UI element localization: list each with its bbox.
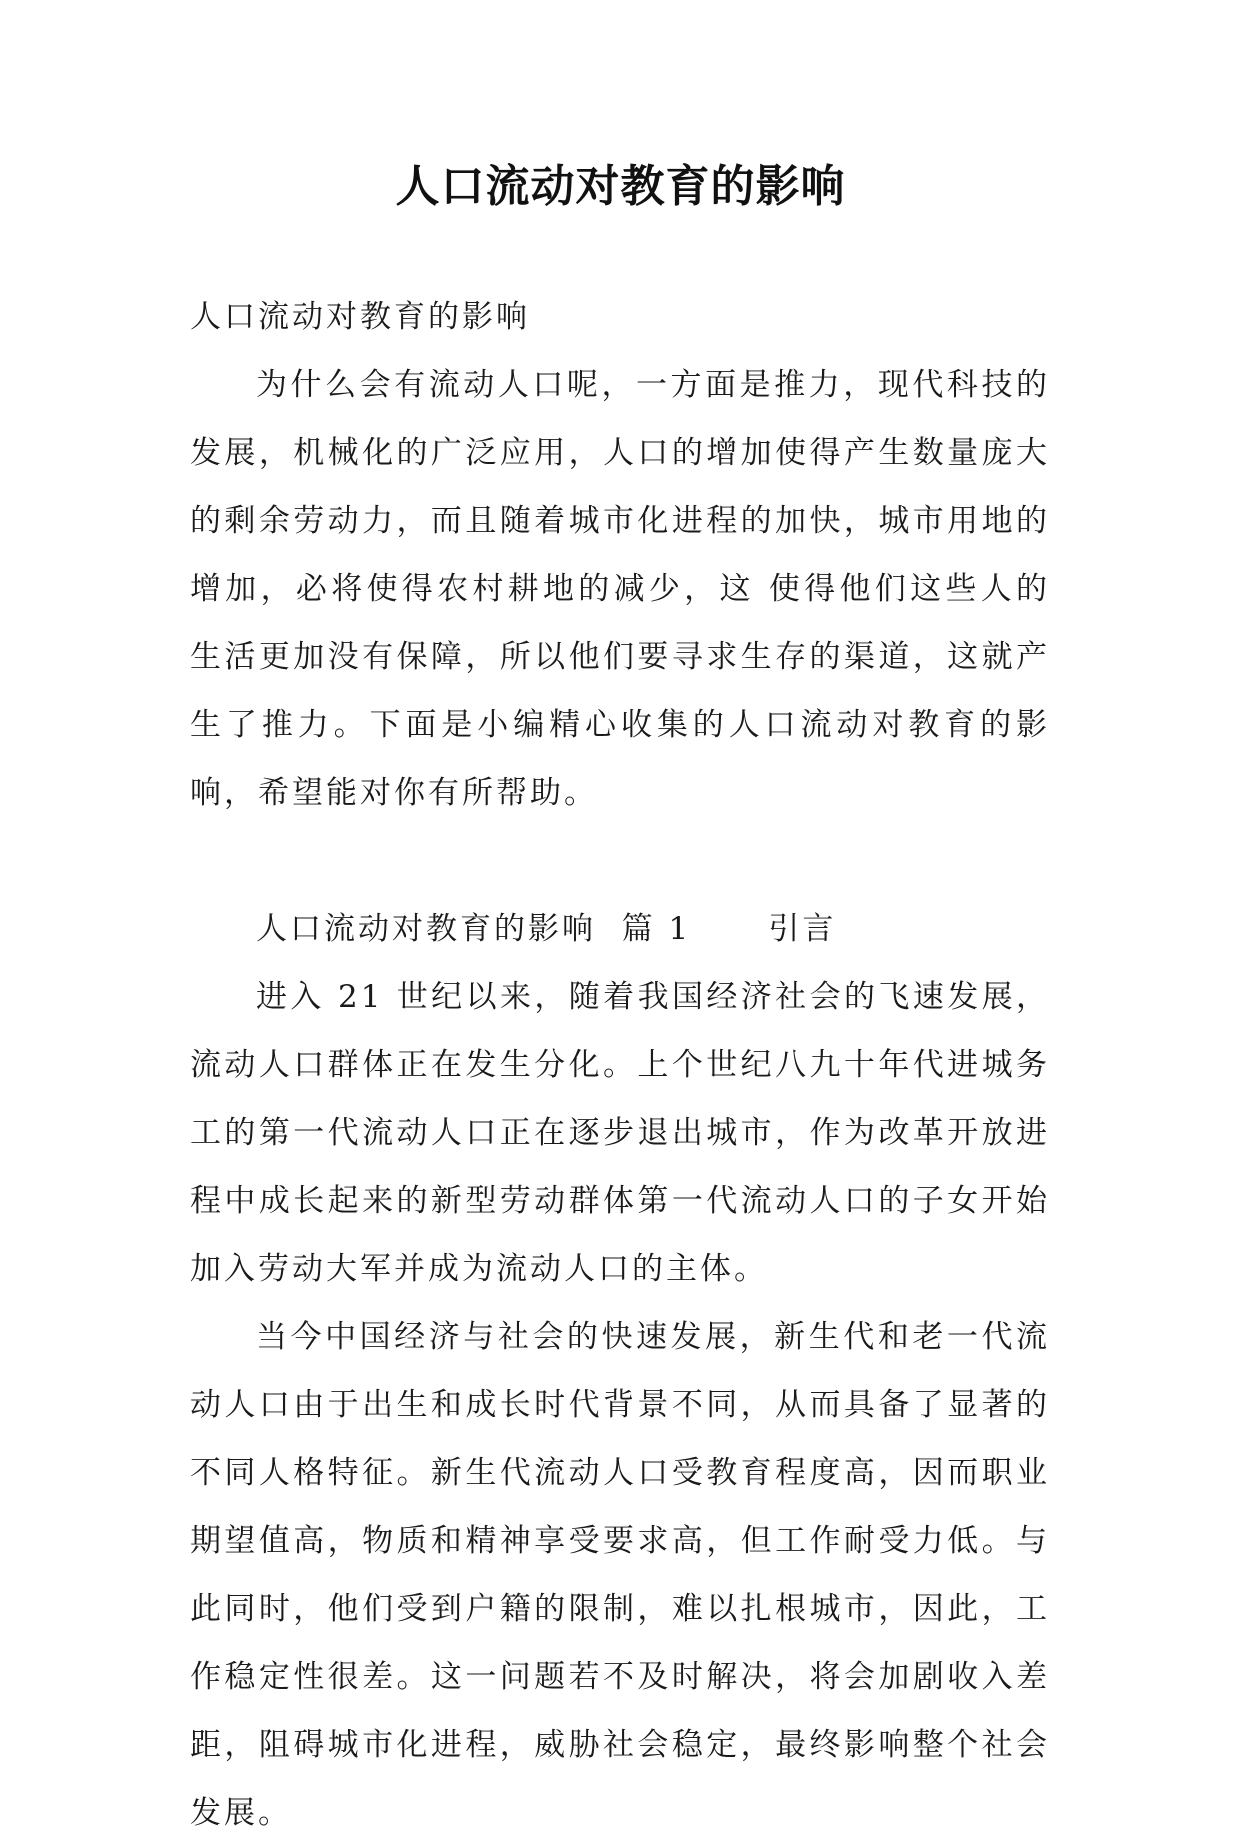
document-body [190, 283, 1050, 1847]
section-paragraph-2: 当今中国经济与社会的快速发展，新生代和老一代流动人口由于出生和成长时代背景不同，从而具备了显著的不同人格特征。新生代流动人口受教育程度高，因而职业期望值高，物质和精神享受要求高，但工作耐受力低。与此同时，他们受到户籍的限制，难以扎根城市，因此，工作稳定性很差。这一问题若不及时解决，将会加剧收入差距，阻碍城市化进程，威胁社会稳定，最终影响整个社会发展。 [190, 1319, 1050, 1831]
section-heading: 人口流动对教育的影响 篇 1 引言 [256, 911, 837, 947]
document-title: 人口流动对教育的影响 [395, 161, 846, 212]
document-subtitle: 人口流动对教育的影响 [190, 299, 530, 335]
section-paragraph-1: 进入 21 世纪以来，随着我国经济社会的飞速发展，流动人口群体正在发生分化。上个世纪八九十年代进城务工的第一代流动人口正在逐步退出城市，作为改革开放进程中成长起来的新型劳动群体第一代流动人口的子女开始加入劳动大军并成为流动人口的主体。 [190, 979, 1050, 1287]
intro-paragraph: 为什么会有流动人口呢，一方面是推力，现代科技的发展，机械化的广泛应用，人口的增加使得产生数量庞大的剩余劳动力，而且随着城市化进程的加快，城市用地的增加，必将使得农村耕地的减少，这 使得他们这些人的生活更加没有保障，所以他们要寻求生存的渠道，这就产生了推力。下面是小编精心收集的人口流动对教育的影响，希望能对你有所帮助。 [190, 367, 1050, 811]
